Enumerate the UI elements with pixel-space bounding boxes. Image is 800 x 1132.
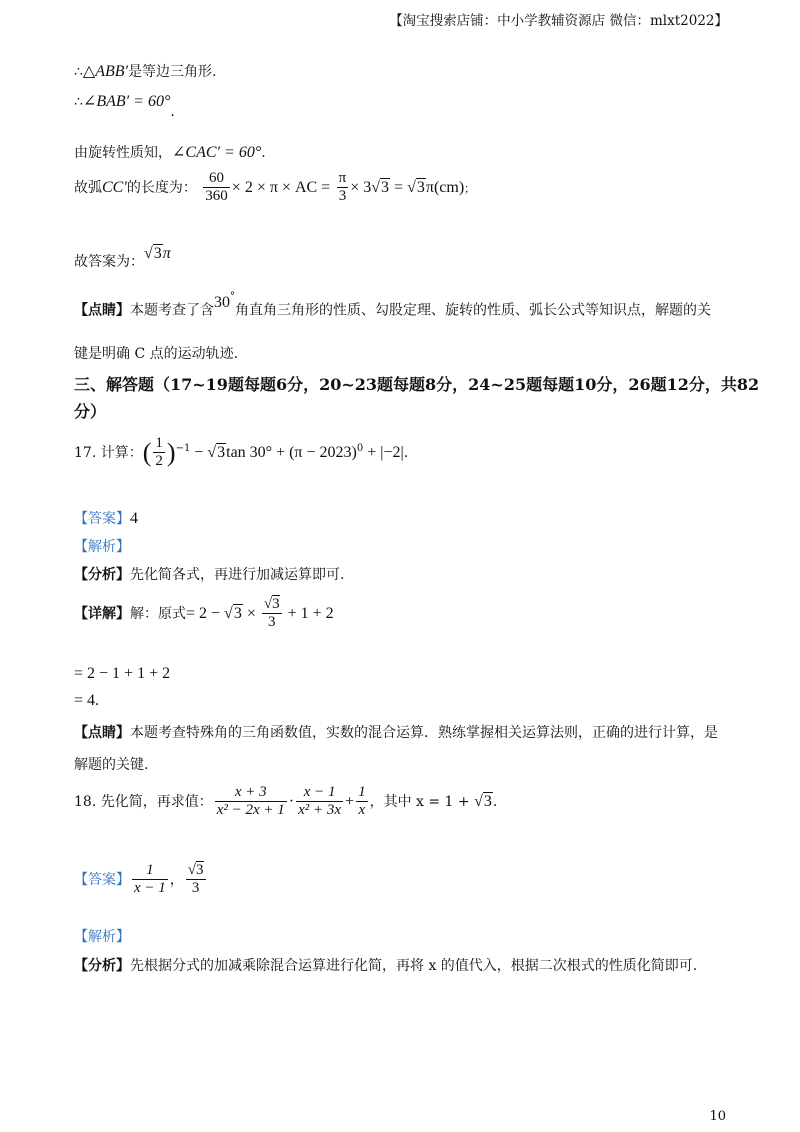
triangle-name: ABB′ [95, 63, 129, 80]
answer-18: 【答案】 $\frac{1}{x - 1}$ ， $\frac{√3}{3}$ [74, 862, 204, 897]
triangle-symbol: △ [82, 63, 96, 80]
line-comment-cont: 键是明确 C 点的运动轨迹. [74, 346, 239, 362]
line-text: 是等边三角形. [128, 64, 217, 80]
fraction-a: $\frac{x + 3}{\text{x² − 2x + 1}}$ [216, 784, 285, 819]
section-heading: 三、解答题（17~19题每题6分，20~23题每题8分，24~25题每题10分，26题12分，共82 [74, 375, 760, 394]
sqrt: √3 [224, 604, 242, 622]
analysis-tag-18: 【解析】 [74, 929, 130, 945]
sqrt: √3 [407, 178, 425, 196]
detail-17: 【详解】解：原式= 2 − √3 × $\frac{√3}{3}$ + 1 + 2 [74, 596, 334, 631]
step-1: = 2 − 1 + 1 + 2 [74, 665, 171, 682]
fraction-half: $\frac{1}{2}$ [155, 435, 163, 470]
fraction-c: $\frac{1}{x}$ [358, 784, 366, 819]
line-equilateral [74, 62, 217, 83]
line-comment: 【点睛】本题考查了含30°角直角三角形的性质、勾股定理、旋转的性质、弧长公式等知识点，解题的关 [74, 291, 711, 319]
answer-17 [74, 509, 138, 530]
analysis-18: 【分析】先根据分式的加减乘除混合运算进行化简，再将 x 的值代入，根据二次根式的性质化简即可. [74, 958, 698, 974]
line-answer-text: 故答案为：√3π [74, 245, 171, 270]
fraction-60-360: $\frac{60}{360}$ [205, 170, 228, 205]
analysis-17: 【分析】先化简各式，再进行加减运算即可. [74, 567, 345, 583]
exponent: −1 [175, 443, 191, 455]
therefore-symbol: ∴ [74, 94, 83, 110]
line-text: 的长度为： [126, 179, 197, 196]
question-label: 18. 先化简，再求值： [74, 793, 213, 810]
line-text: 故弧 [74, 179, 102, 196]
comment-17: 【点睛】本题考查特殊角的三角函数值，实数的混合运算．熟练掌握相关运算法则，正确的进行计算，是 [74, 725, 718, 741]
condition: ，其中 x = 1 + [369, 793, 475, 810]
expression: × 3 [350, 178, 372, 196]
section-heading-cont: 分） [74, 402, 107, 421]
line-text: 故答案为： [74, 254, 144, 270]
arc-name: CC′ [102, 178, 127, 196]
answer-tag: 【答案】 [74, 511, 130, 527]
comment-tag: 【点睛】 [74, 302, 130, 319]
answer-tag: 【答案】 [74, 871, 130, 888]
therefore-symbol: ∴ [74, 64, 83, 80]
line-text: 由旋转性质知， [74, 145, 172, 161]
line-text: 本题考查了含 [130, 302, 214, 319]
page-number: 10 [709, 1109, 726, 1124]
exponent: 0 [356, 443, 364, 455]
comment-17-cont: 解题的关键. [74, 757, 149, 773]
sqrt: √3 [474, 792, 492, 810]
analysis-tag-17: 【解析】 [74, 539, 130, 555]
fraction-sqrt3-3: $\frac{√3}{3}$ [263, 596, 280, 631]
page-header: 【淘宝搜索店铺：中小学教辅资源店 微信：mlxt2022】 [389, 13, 728, 29]
fraction-b: $\frac{x - 1}{\text{x² + 3x}}$ [298, 784, 342, 819]
answer-fraction-1: $\frac{1}{x - 1}$ [134, 862, 166, 897]
answer-fraction-2: $\frac{√3}{3}$ [187, 862, 204, 897]
angle-expression: ∠BAB′ = 60° [82, 93, 171, 110]
expression: × 2 × π × AC = [231, 178, 331, 196]
line-angle-bab [74, 92, 175, 120]
period: . [261, 145, 266, 161]
sqrt: √3 [371, 178, 390, 196]
answer-value: 4 [130, 510, 138, 527]
line-arc-length: 故弧CC′的长度为： $\frac{60}{360}$ × 2 × π × AC = $\frac{\pi}{3}$ × 3√3 = √3π(cm)； [74, 170, 476, 205]
expression: tan 30° + (π − 2023) [226, 443, 357, 461]
question-18: 18. 先化简，再求值： $\frac{x + 3}{\text{x² − 2x + 1}}$ · $\frac{x - 1}{\text{x² + 3x}}$ + $\frac{1}{x}$ ，其中 x = 1 + √3. [74, 784, 498, 819]
expression: + |−2| [363, 443, 404, 461]
sqrt: √3 [207, 443, 226, 461]
question-17: 17. 计算：( $\frac{1}{2}$ )$^{-1}$ − √3tan $30^\circ + (\pi - 2023)^0 + |-2|$. [74, 435, 409, 470]
expression: π(cm) [425, 178, 465, 196]
step-2: = 4. [74, 692, 100, 709]
period: . [170, 104, 175, 120]
line-rotation [74, 143, 266, 164]
fraction-pi-3: $\frac{\pi}{3}$ [338, 170, 347, 205]
line-text: 角直角三角形的性质、勾股定理、旋转的性质、弧长公式等知识点，解题的关 [235, 302, 711, 319]
sqrt: √3 [144, 245, 162, 262]
angle-expression: ∠CAC′ = 60° [172, 144, 262, 161]
question-label: 17. 计算： [74, 444, 143, 461]
